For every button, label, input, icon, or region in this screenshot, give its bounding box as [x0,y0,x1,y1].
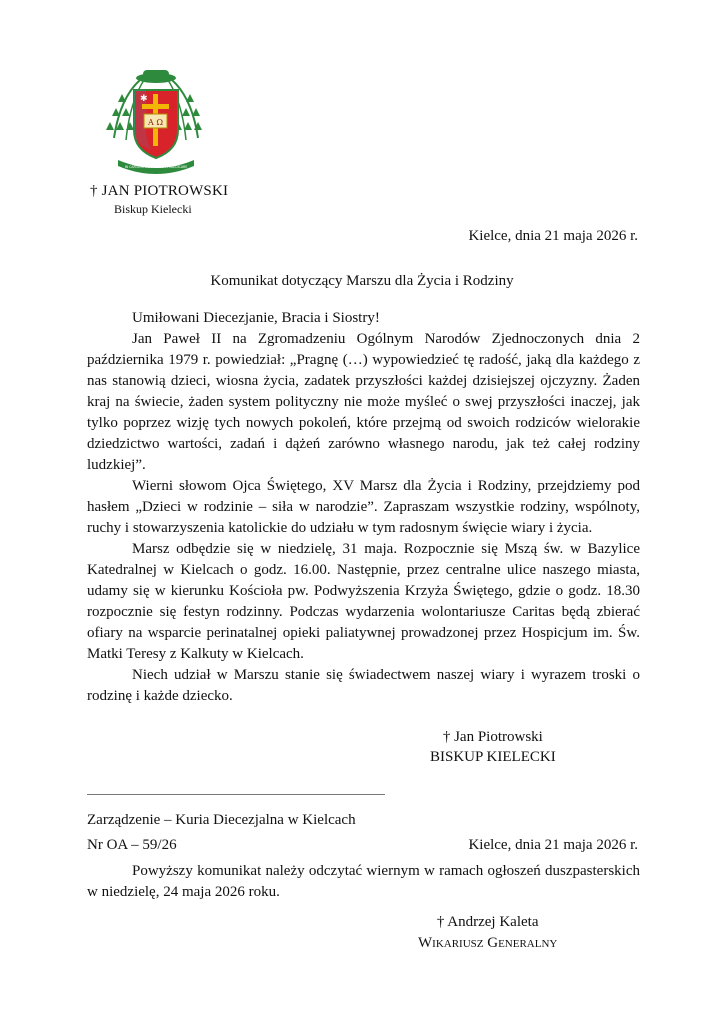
svg-text:A Ω: A Ω [148,118,163,127]
svg-text:✱: ✱ [140,94,148,104]
document-date: Kielce, dnia 21 maja 2026 r. [468,228,638,244]
vicar-signature [418,912,557,954]
decree-note [87,861,640,903]
svg-text:IN CARITATE EVANGELIUM PRAEDIC: IN CARITATE EVANGELIUM PRAEDICARE [124,165,188,169]
signature-name: † Andrzej Kaleta [436,914,539,930]
coat-of-arms-icon [100,68,212,180]
document-title: Komunikat dotyczący Marszu dla Życia i Rodziny [210,273,514,289]
signature-name: † Jan Piotrowski [442,729,543,745]
bishop-title: Biskup Kielecki [114,202,192,216]
paragraph-2: Wierni słowom Ojca Świętego, XV Marsz dla Życia i Rodziny, przejdziemy pod hasłem „Dzieci w rodzinie – siła w narodzie”. Zapraszam wszystkie rodziny, wspólnoty, ruchy i stowarzyszenia katolickie do udziału w tym radosnym święcie wiary i życia. [87,478,640,536]
decree-date: Kielce, dnia 21 maja 2026 r. [468,837,638,853]
signature-role: Wikariusz Generalny [418,935,558,951]
bishop-name: † JAN PIOTROWSKI [90,183,229,199]
note-text: Powyższy komunikat należy odczytać wiernym w ramach ogłoszeń duszpasterskich w niedzielę, 24 maja 2026 roku. [87,863,640,900]
divider [87,794,385,795]
decree-number: Nr OA – 59/26 [87,837,177,853]
decree-heading: Zarządzenie – Kuria Diecezjalna w Kielcach [87,812,356,828]
paragraph-3: Marsz odbędzie się w niedzielę, 31 maja. Rozpocznie się Mszą św. w Bazylice Katedralnej w Kielcach o godz. 16.00. Następnie, przez centralne ulice naszego miasta, udamy się w kierunku Kościoła pw. Podwyższenia Krzyża Świętego, gdzie o godz. 18.30 rozpocznie się festyn rodzinny. Podczas wydarzenia wolontariusze Caritas będą zbierać ofiary na wsparcie perinatalnej opieki paliatywnej prowadzonej przez Hospicjum im. Św. Matki Teresy z Kalkuty w Kielcach. [87,541,640,662]
signature-role: BISKUP KIELECKI [430,749,556,765]
document-body [87,308,640,707]
bishop-signature [430,727,556,767]
paragraph-4: Niech udział w Marszu stanie się świadectwem naszej wiary i wyrazem troski o rodzinę i każde dziecko. [87,667,640,704]
greeting: Umiłowani Diecezjanie, Bracia i Siostry! [132,310,380,326]
paragraph-1: Jan Paweł II na Zgromadzeniu Ogólnym Narodów Zjednoczonych dnia 2 października 1979 r. powiedział: „Pragnę (…) wypowiedzieć tę radość, jaką dla każdego z nas stanowią dzieci, wiosna życia, zadatek przyszłości każdej dzisiejszej ojczyzny. Żaden kraj na świecie, żaden system polityczny nie może myśleć o swej przyszłości inaczej, jak tylko poprzez wizję tych nowych pokoleń, które przejmą od swoich rodziców wielorakie dziedzictwo wartości, zadań i dążeń zarówno własnego narodu, jak też całej rodziny ludzkiej”. [87,331,640,473]
